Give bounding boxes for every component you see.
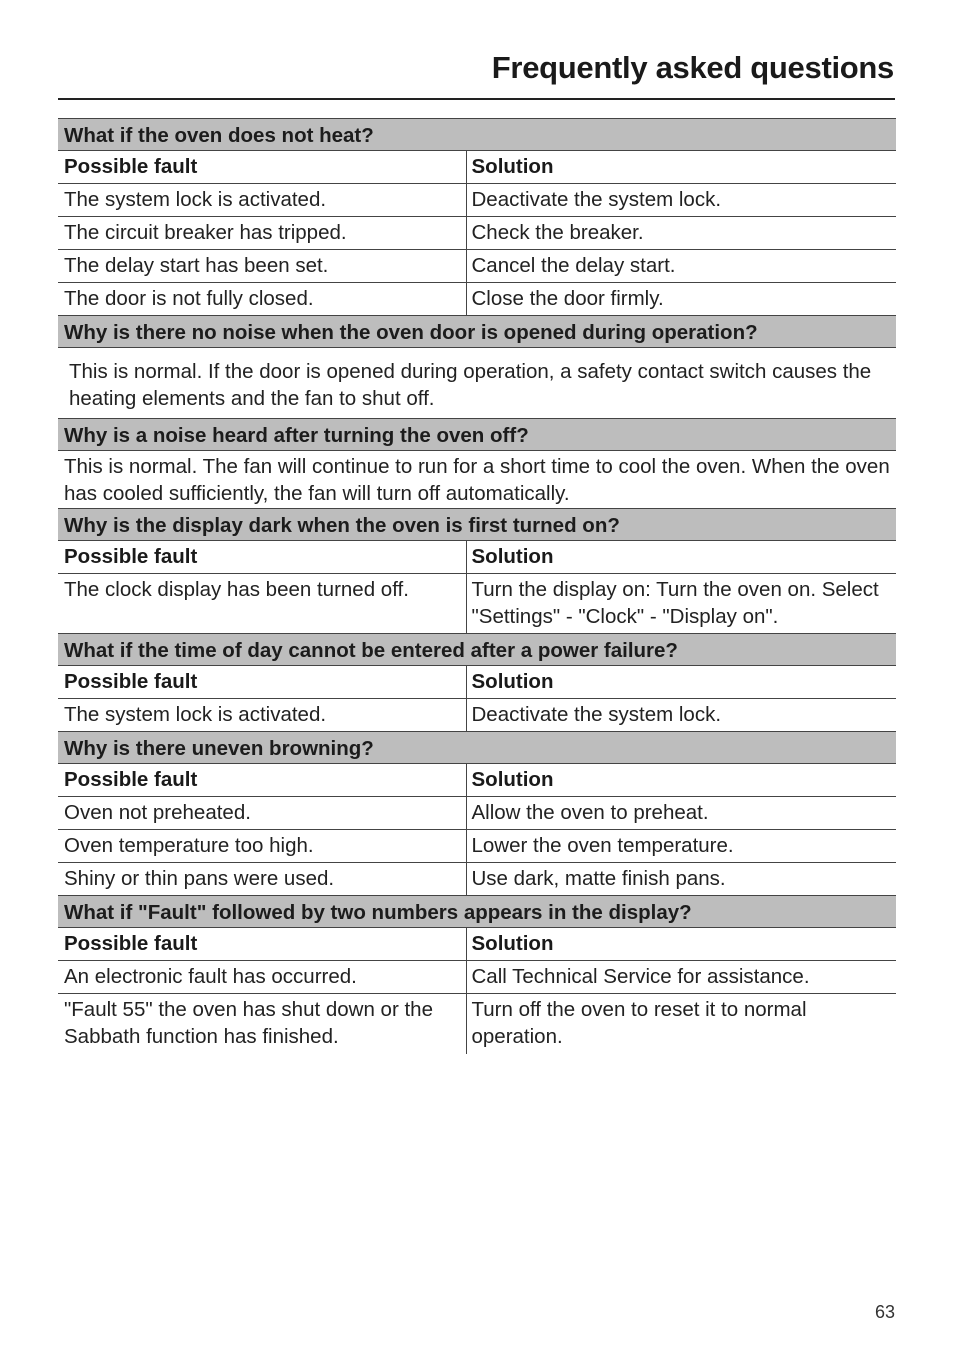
header-solution: Solution — [466, 541, 896, 574]
question-row — [58, 316, 896, 348]
fault-cell: Shiny or thin pans were used. — [58, 863, 466, 896]
table-row — [58, 994, 896, 1055]
question-row — [58, 419, 896, 451]
question-text: Why is there uneven browning? — [58, 732, 896, 764]
fault-cell: The delay start has been set. — [58, 250, 466, 283]
column-header-row — [58, 541, 896, 574]
answer-text: This is normal. If the door is opened during operation, a safety contact switch causes the heating elements and the fan to shut off. — [58, 348, 896, 419]
fault-cell: The door is not fully closed. — [58, 283, 466, 316]
column-header-row — [58, 764, 896, 797]
fault-cell: The clock display has been turned off. — [58, 574, 466, 634]
question-row — [58, 119, 896, 151]
fault-cell: Oven not preheated. — [58, 797, 466, 830]
answer-text: This is normal. The fan will continue to run for a short time to cool the oven. When the oven has cooled sufficiently, the fan will turn off automatically. — [58, 451, 896, 509]
table-row — [58, 574, 896, 634]
table-row — [58, 863, 896, 896]
solution-cell: Lower the oven temperature. — [466, 830, 896, 863]
solution-cell: Deactivate the system lock. — [466, 699, 896, 732]
fault-cell: The system lock is activated. — [58, 699, 466, 732]
header-possible-fault: Possible fault — [58, 764, 466, 797]
table-row — [58, 283, 896, 316]
solution-cell: Check the breaker. — [466, 217, 896, 250]
header-possible-fault: Possible fault — [58, 151, 466, 184]
faq-table — [58, 118, 896, 1054]
table-row — [58, 699, 896, 732]
question-text: Why is the display dark when the oven is first turned on? — [58, 509, 896, 541]
table-row — [58, 797, 896, 830]
table-row — [58, 961, 896, 994]
solution-cell: Call Technical Service for assistance. — [466, 961, 896, 994]
solution-cell: Allow the oven to preheat. — [466, 797, 896, 830]
table-row — [58, 830, 896, 863]
answer-row — [58, 451, 896, 509]
solution-cell: Use dark, matte finish pans. — [466, 863, 896, 896]
header-solution: Solution — [466, 151, 896, 184]
fault-cell: The system lock is activated. — [58, 184, 466, 217]
header-solution: Solution — [466, 764, 896, 797]
fault-cell: Oven temperature too high. — [58, 830, 466, 863]
header-solution: Solution — [466, 666, 896, 699]
solution-cell: Close the door firmly. — [466, 283, 896, 316]
column-header-row — [58, 928, 896, 961]
page-number: 63 — [874, 1302, 895, 1322]
solution-cell: Deactivate the system lock. — [466, 184, 896, 217]
header-solution: Solution — [466, 928, 896, 961]
column-header-row — [58, 151, 896, 184]
question-row — [58, 509, 896, 541]
header-possible-fault: Possible fault — [58, 541, 466, 574]
fault-cell: An electronic fault has occurred. — [58, 961, 466, 994]
table-row — [58, 217, 896, 250]
question-text: Why is there no noise when the oven door is opened during operation? — [58, 316, 896, 348]
question-row — [58, 634, 896, 666]
question-row — [58, 896, 896, 928]
question-text: Why is a noise heard after turning the oven off? — [58, 419, 896, 451]
header-possible-fault: Possible fault — [58, 928, 466, 961]
header-possible-fault: Possible fault — [58, 666, 466, 699]
column-header-row — [58, 666, 896, 699]
solution-cell: Cancel the delay start. — [466, 250, 896, 283]
question-row — [58, 732, 896, 764]
question-text: What if the oven does not heat? — [58, 119, 896, 151]
table-row — [58, 184, 896, 217]
fault-cell: "Fault 55" the oven has shut down or the Sabbath function has finished. — [58, 994, 466, 1055]
table-row — [58, 250, 896, 283]
solution-cell: Turn the display on: Turn the oven on. Select "Settings" - "Clock" - "Display on". — [466, 574, 896, 634]
solution-cell: Turn off the oven to reset it to normal operation. — [471, 998, 807, 1048]
question-text: What if "Fault" followed by two numbers appears in the display? — [58, 896, 896, 928]
question-text: What if the time of day cannot be entered after a power failure? — [58, 634, 896, 666]
fault-cell: The circuit breaker has tripped. — [58, 217, 466, 250]
answer-row — [58, 348, 896, 419]
page-title: Frequently asked questions — [491, 50, 894, 85]
title-divider — [58, 98, 895, 100]
